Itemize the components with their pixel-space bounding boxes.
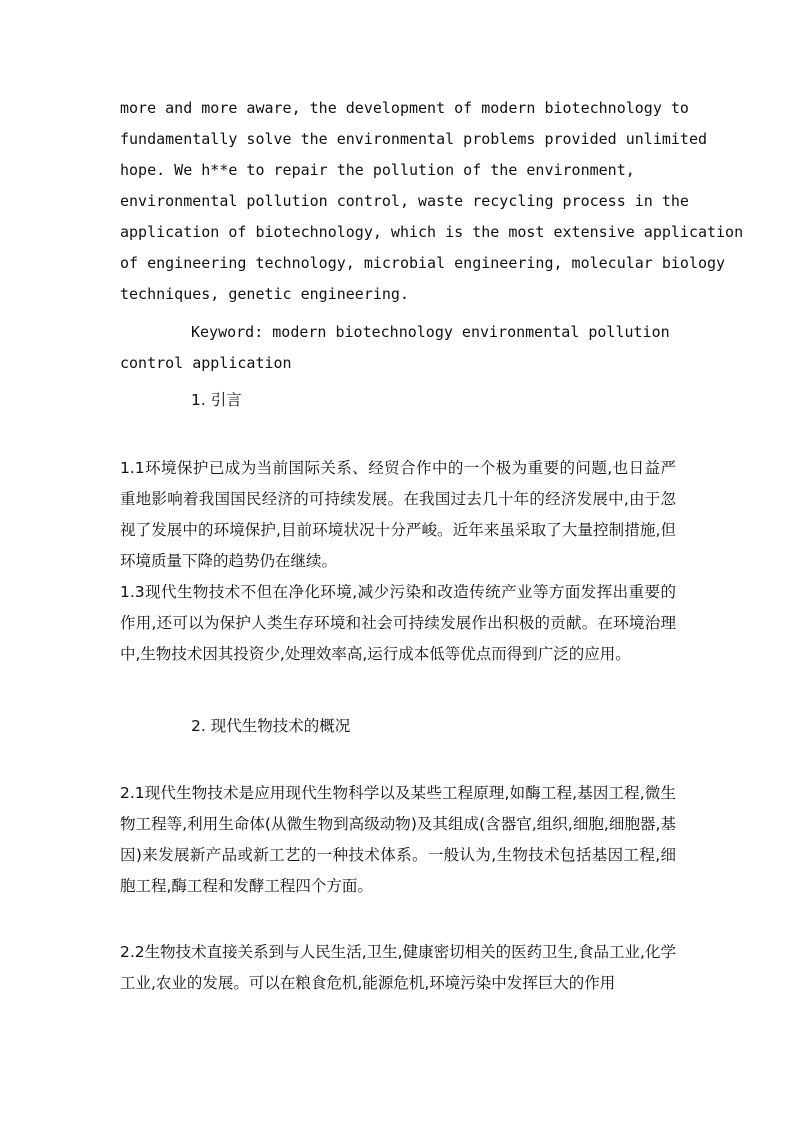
abstract-line: techniques, genetic engineering. xyxy=(120,285,409,303)
keyword-line: Keyword: modern biotechnology environmental pollution xyxy=(191,323,670,341)
abstract-line: of engineering technology, microbial engineering, molecular biology xyxy=(120,254,726,272)
keyword-line: control application xyxy=(120,354,292,372)
abstract-line: hope. We h**e to repair the pollution of the environment, xyxy=(120,161,635,179)
paragraph-2-1: 2.1现代生物技术是应用现代生物科学以及某些工程原理,如酶工程,基因工程,微生物工程等,利用生命体(从微生物到高级动物)及其组成(含器官,组织,细胞,细胞器,基因)来发展新产品或新工艺的一种技术体系。一般认为,生物技术包括基因工程,细胞工程,酶工程和发酵工程四个方面。 xyxy=(120,784,676,895)
abstract-line: environmental pollution control, waste recycling process in the xyxy=(120,192,689,210)
paragraph-2-2: 2.2生物技术直接关系到与人民生活,卫生,健康密切相关的医药卫生,食品工业,化学工业,农业的发展。可以在粮食危机,能源危机,环境污染中发挥巨大的作用 xyxy=(120,943,676,992)
abstract-line: fundamentally solve the environmental problems provided unlimited xyxy=(120,130,707,148)
section-heading: 2. 现代生物技术的概况 xyxy=(191,717,351,735)
abstract-line: more and more aware, the development of modern biotechnology to xyxy=(120,99,689,117)
section-heading: 1. 引言 xyxy=(191,391,242,409)
paragraph-1-1: 1.1环境保护已成为当前国际关系、经贸合作中的一个极为重要的问题,也日益严重地影响着我国国民经济的可持续发展。在我国过去几十年的经济发展中,由于忽视了发展中的环境保护,目前环境状况十分严峻。近年来虽采取了大量控制措施,但环境质量下降的趋势仍在继续。 xyxy=(120,459,676,570)
paragraph-1-3: 1.3现代生物技术不但在净化环境,减少污染和改造传统产业等方面发挥出重要的作用,还可以为保护人类生存环境和社会可持续发展作出积极的贡献。在环境治理中,生物技术因其投资少,处理效率高,运行成本低等优点而得到广泛的应用。 xyxy=(120,583,676,663)
abstract-line: application of biotechnology, which is the most extensive application xyxy=(120,223,744,241)
